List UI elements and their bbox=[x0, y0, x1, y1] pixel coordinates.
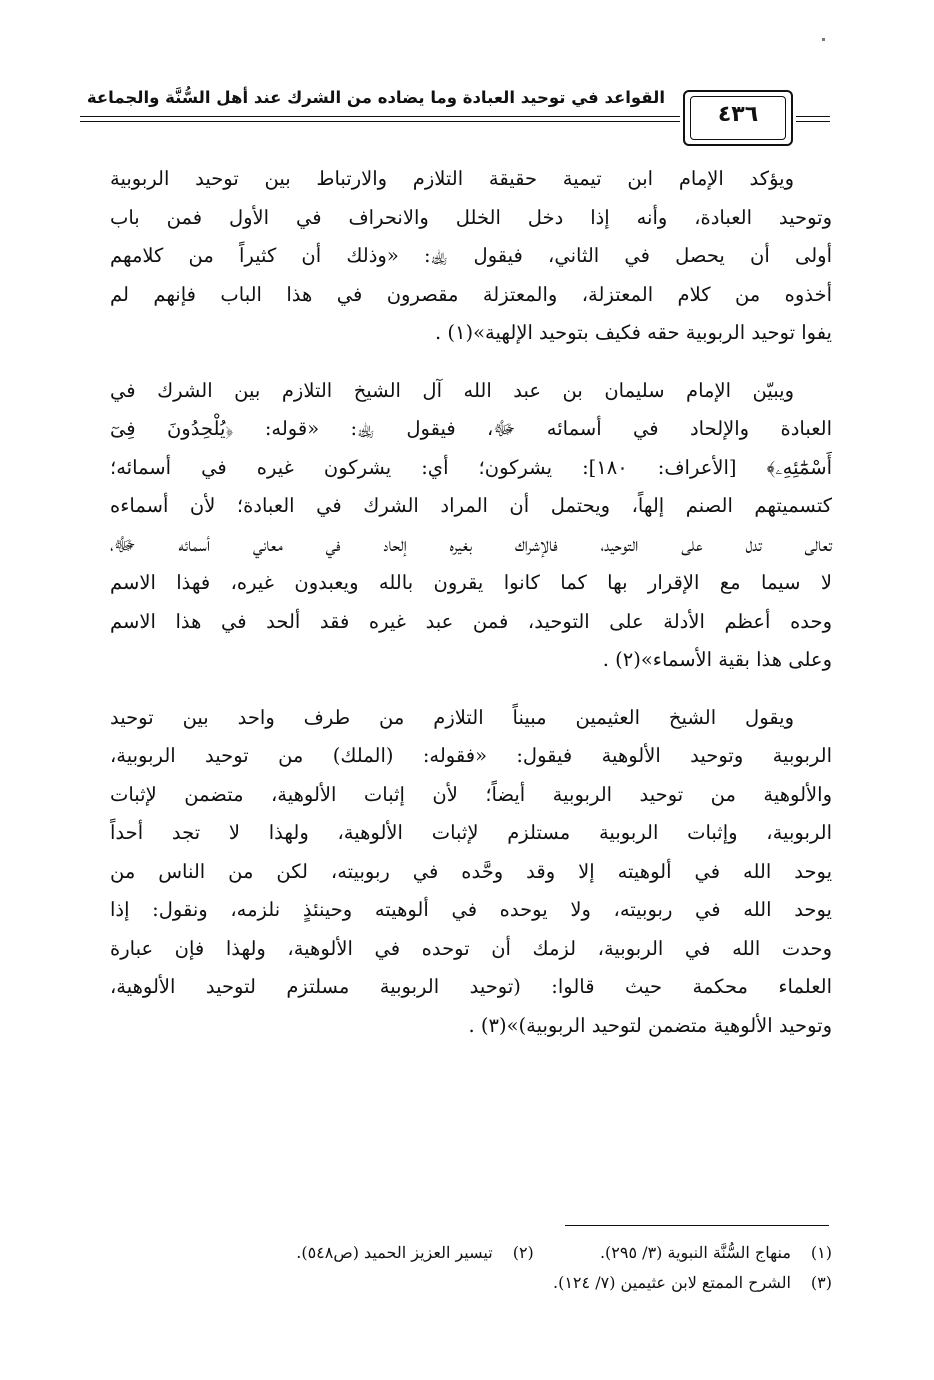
text-line: ويبيّن الإمام سليمان بن عبد الله آل الشيخ التلازم بين الشرك في bbox=[110, 378, 794, 402]
footnote-separator bbox=[565, 1225, 829, 1226]
header-rule bbox=[80, 116, 680, 117]
text-line: وعلى هذا بقية الأسماء»(٢) . bbox=[602, 648, 832, 671]
header-rule-short bbox=[796, 116, 830, 117]
footnote-number: (٢) bbox=[512, 1243, 534, 1262]
text-line: العبادة والإلحاد في أسمائه ﷻ، فيقول ﵀: «قوله: ﴿يُلْحِدُونَ فِىٓ bbox=[110, 417, 832, 440]
text-line: الربوبية، وإثبات الربوبية مستلزم لإثبات الألوهية، ولهذا لا تجد أحداً bbox=[110, 821, 832, 844]
page-number: ٤٣٦ bbox=[717, 102, 759, 127]
paragraph-2 bbox=[110, 372, 832, 680]
paragraph-3 bbox=[110, 699, 832, 1046]
text-line: تعالى تدل على التوحيد، فالإشراك بغيره إلحاد في معاني أسمائه ﷻ، bbox=[110, 532, 832, 556]
scan-speck bbox=[822, 38, 825, 41]
footnote-number: (٣) bbox=[810, 1273, 832, 1292]
text-line: العلماء محكمة حيث قالوا: (توحيد الربوبية مسلتزم لتوحيد الألوهية، bbox=[110, 975, 832, 998]
text-line: ويؤكد الإمام ابن تيمية حقيقة التلازم والارتباط بين توحيد الربوبية bbox=[110, 167, 794, 190]
footnote-line bbox=[110, 1238, 832, 1268]
text-line: يفوا توحيد الربوبية حقه فكيف بتوحيد الإلهية»(١) . bbox=[435, 321, 832, 344]
text-line: وتوحيد العبادة، وأنه إذا دخل الخلل والانحراف في الأول فمن باب bbox=[110, 205, 832, 229]
text-line: وحده أعظم الأدلة على التوحيد، فمن عبد غيره فقد ألحد في هذا الاسم bbox=[110, 609, 832, 633]
footnotes bbox=[110, 1238, 832, 1298]
footnote-number: (١) bbox=[810, 1243, 832, 1262]
footnote-text: منهاج السُّنَّة النبوية (٣/ ٢٩٥). bbox=[599, 1243, 791, 1262]
text-line: لا سيما مع الإقرار بها كما كانوا يقرون بالله ويعبدون غيره، فهذا الاسم bbox=[110, 571, 832, 594]
text-line: أَسْمَٰٓئِهِۦ﴾ [الأعراف: ١٨٠]: يشركون؛ أي: يشركون غيره في أسمائه؛ bbox=[110, 455, 832, 479]
text-line: كتسميتهم الصنم إلهاً، ويحتمل أن المراد الشرك في العبادة؛ لأن أسماءه bbox=[110, 494, 832, 517]
text-line: وحدت الله في الربوبية، لزمك أن توحده في الألوهية، ولهذا فإن عبارة bbox=[110, 936, 832, 960]
text-line: وتوحيد الألوهية متضمن لتوحيد الربوبية)»(٣) . bbox=[468, 1013, 832, 1037]
text-line: ويقول الشيخ العثيمين مبيناً التلازم من طرف واحد بين توحيد bbox=[110, 705, 794, 729]
text-line: والألوهية من توحيد الربوبية أيضاً؛ لأن إثبات الألوهية، متضمن لإثبات bbox=[110, 782, 832, 806]
running-header bbox=[80, 78, 862, 152]
footnote-text: تيسير العزيز الحميد (ص٥٤٨). bbox=[296, 1243, 493, 1262]
page-number-frame bbox=[683, 90, 793, 146]
main-text bbox=[110, 160, 832, 1045]
text-line: يوحد الله في ألوهيته إلا وقد وحَّده في ربوبيته، لكن من الناس من bbox=[110, 859, 832, 883]
text-line: أخذوه من كلام المعتزلة، والمعتزلة مقصرون في هذا الباب فإنهم لم bbox=[110, 282, 832, 306]
footnote-text: الشرح الممتع لابن عثيمين (٧/ ١٢٤). bbox=[553, 1273, 791, 1292]
text-line: أولى أن يحصل في الثاني، فيقول ﵀: «وذلك أن كثيراً من كلامهم bbox=[110, 244, 832, 267]
text-line: يوحد الله في ربوبيته، ولا يوحده في ألوهيته وحينئذٍ نلزمه، ونقول: إذا bbox=[110, 898, 832, 921]
header-rule-short bbox=[796, 121, 830, 122]
paragraph-1 bbox=[110, 160, 832, 353]
running-title: القواعد في توحيد العبادة وما يضاده من الشرك عند أهل السُّنَّة والجماعة bbox=[86, 88, 665, 107]
header-rule bbox=[80, 121, 680, 122]
text-line: الربوبية وتوحيد الألوهية فيقول: «فقوله: (الملك) من توحيد الربوبية، bbox=[110, 744, 832, 767]
footnote-line bbox=[110, 1268, 832, 1298]
